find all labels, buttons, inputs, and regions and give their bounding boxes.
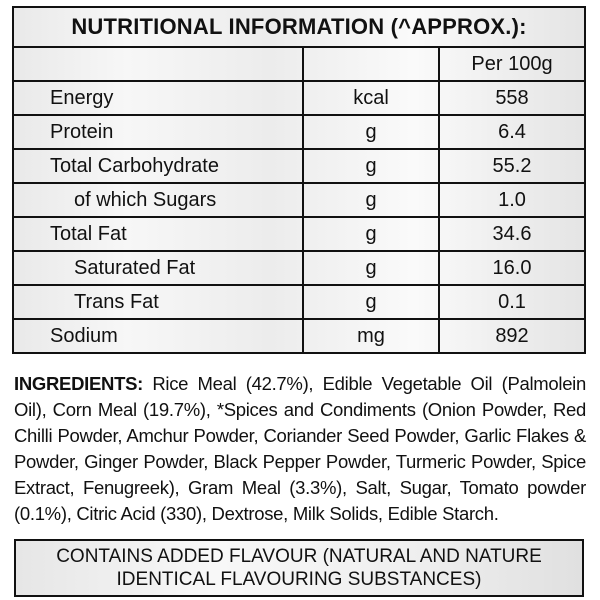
- nutrient-name: Trans Fat: [13, 285, 303, 319]
- nutrient-unit: g: [303, 183, 439, 217]
- nutrient-value: 0.1: [439, 285, 585, 319]
- flavour-notice: [14, 539, 584, 597]
- nutrient-value: 558: [439, 81, 585, 115]
- flavour-notice-text: CONTAINS ADDED FLAVOUR (NATURAL AND NATURE IDENTICAL FLAVOURING SUBSTANCES): [56, 546, 542, 590]
- table-row: [13, 319, 585, 353]
- table-row: [13, 183, 585, 217]
- nutrient-name: Protein: [13, 115, 303, 149]
- nutrition-title: NUTRITIONAL INFORMATION (^APPROX.):: [12, 6, 586, 46]
- ingredients-paragraph: [14, 371, 586, 527]
- ingredients-label: INGREDIENTS:: [14, 373, 143, 394]
- nutrient-name: Saturated Fat: [13, 251, 303, 285]
- nutrient-name: Sodium: [13, 319, 303, 353]
- table-header-row: [13, 47, 585, 81]
- table-row: [13, 251, 585, 285]
- table-row: [13, 217, 585, 251]
- nutrient-name: of which Sugars: [13, 183, 303, 217]
- nutrient-name: Energy: [13, 81, 303, 115]
- nutrient-value: 6.4: [439, 115, 585, 149]
- nutrition-table: [12, 46, 586, 354]
- ingredients-text: Rice Meal (42.7%), Edible Vegetable Oil (Palmolein Oil), Corn Meal (19.7%), *Spices and Condiments (Onion Powder, Red Chilli Powder, Amchur Powder, Coriander Seed Powder, Garlic Flakes & Powder, Ginger Powder, Black Pepper Powder, Turmeric Powder, Spice Extract, Fenugreek), Gram Meal (3.3%), Salt, Sugar, Tomato powder (0.1%), Citric Acid (330), Dextrose, Milk Solids, Edible Starch.: [14, 373, 586, 524]
- nutrient-value: 892: [439, 319, 585, 353]
- table-row: [13, 285, 585, 319]
- nutrient-unit: g: [303, 115, 439, 149]
- nutrient-value: 34.6: [439, 217, 585, 251]
- nutrient-value: 1.0: [439, 183, 585, 217]
- header-unit: [303, 47, 439, 81]
- nutrient-unit: mg: [303, 319, 439, 353]
- nutrient-unit: kcal: [303, 81, 439, 115]
- nutrient-unit: g: [303, 251, 439, 285]
- header-per-100g: Per 100g: [439, 47, 585, 81]
- nutrient-name: Total Fat: [13, 217, 303, 251]
- nutrient-value: 16.0: [439, 251, 585, 285]
- nutrient-name: Total Carbohydrate: [13, 149, 303, 183]
- nutrient-unit: g: [303, 149, 439, 183]
- nutrient-value: 55.2: [439, 149, 585, 183]
- table-row: [13, 81, 585, 115]
- table-row: [13, 149, 585, 183]
- nutrition-panel: [12, 6, 586, 354]
- nutrient-unit: g: [303, 285, 439, 319]
- table-row: [13, 115, 585, 149]
- nutrient-unit: g: [303, 217, 439, 251]
- header-nutrient: [13, 47, 303, 81]
